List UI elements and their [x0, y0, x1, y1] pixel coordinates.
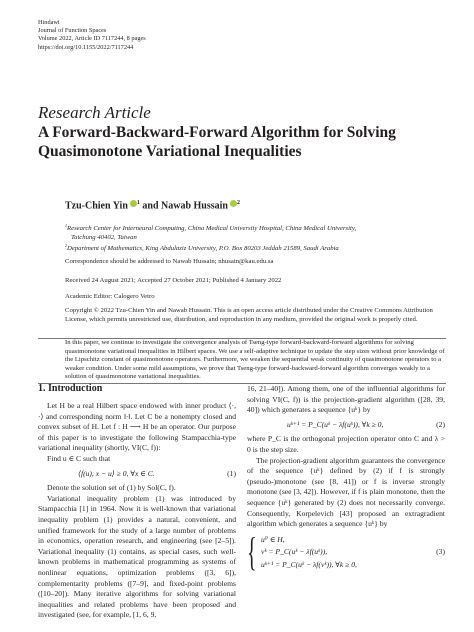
- journal-header: [38, 19, 146, 52]
- equation-3-line-3: uᵏ⁺¹ = P_C(uᵏ − λf(vᵏ)), ∀k ≥ 0,: [261, 559, 357, 569]
- left-column: [38, 384, 236, 621]
- equation-2-number: (2): [436, 419, 445, 429]
- author-1[interactable]: Tzu-Chien Yin: [65, 200, 128, 212]
- equation-3-brace: {: [247, 529, 257, 575]
- equation-3-line-1: u⁰ ∈ H,: [261, 534, 285, 544]
- right-column: [247, 384, 445, 575]
- journal-name: Journal of Function Spaces: [38, 27, 107, 35]
- intro-paragraph-3: Denote the solution set of (1) by Sol(C, f).: [47, 483, 176, 493]
- abstract: In this paper, we continue to investigate the convergence analysis of Tseng-type forward-backward-forward algorithms for solving quasimonotone variational inequalities in Hilbert spaces. We use a self-adaptive technique to update the step sizes without prior knowledge of the Lipschitz constant of quasimonotone operators. Furthermore, we weaken the sequential weak continuity of quasimonotone operators to a weaker condition. Under some mild assumptions, we prove that Tseng-type forward-backward-forward algorithm converges weakly to a solution of quasimonotone variational inequalities.: [65, 339, 445, 381]
- doi-link[interactable]: https://doi.org/10.1155/2022/7117244: [38, 43, 134, 51]
- right-paragraph-3: The projection-gradient algorithm guarantees the convergence of the sequence {uᵏ} defined by (2) if f is strongly (pseudo-)monotone (see [8, 41]) or f is inverse strongly monotone (see [3, 42]). However, if f is plain monotone, then the sequence {uᵏ} generated by (2) does not necessarily converge. Consequently, Korpelevich [43] proposed an extragradient algorithm which generates a sequence {uᵏ} by: [247, 455, 445, 529]
- equation-3-number: (3): [436, 547, 445, 557]
- orcid-icon[interactable]: [130, 200, 137, 207]
- right-paragraph-2: where P_C is the orthogonal projection operator onto C and λ > 0 is the step size.: [247, 434, 445, 454]
- title-line-2: Quasimonotone Variational Inequalities: [38, 143, 302, 160]
- author-2[interactable]: Nawab Hussain: [161, 200, 228, 212]
- intro-paragraph-1: Let H be a real Hilbert space endowed with inner product ⟨·, ·⟩ and corresponding norm ‖·‖. Let C be a nonempty closed and convex subset of H. Let f : H ⟶ H be an operator. Our purpose of this paper is to investigate the following Stampacchia-type variational inequality (shortly, VI(C, f)):: [38, 401, 236, 453]
- section-heading-introduction: 1. Introduction: [38, 383, 103, 394]
- publisher-name: Hindawi: [38, 19, 60, 26]
- equation-3-line-2: vᵏ = P_C(uᵏ − λf(uᵏ)),: [261, 547, 328, 557]
- equation-1-body: ⟨f(u), x − u⟩ ≥ 0, ∀x ∈ C.: [78, 468, 155, 478]
- orcid-icon[interactable]: [230, 200, 237, 207]
- affiliation-1: $^1$Research Center for Interneural Computing, China Medical University Hospital, China Medical University,: [65, 223, 357, 233]
- affiliation-1-cont: Taichung 40402, Taiwan: [71, 233, 137, 241]
- author-conjunction: and: [142, 200, 159, 212]
- equation-3: [247, 529, 445, 575]
- paper-title: [38, 123, 396, 161]
- publication-dates: Received 24 August 2021; Accepted 27 October 2021; Published 4 January 2022: [65, 277, 282, 284]
- equation-2: [247, 420, 445, 431]
- affiliation-2: $^2$Department of Mathematics, King Abdulaziz University, P.O. Box 80203 Jeddah 21589, Saudi Arabia: [65, 243, 339, 253]
- author-1-affiliation: 1: [136, 200, 140, 206]
- right-paragraph-1: 16, 21–40]). Among them, one of the influential algorithms for solving VI(C, f)) is the projection-gradient algorithm ([28, 39, 40]) which generates a sequence {uᵏ} by: [247, 384, 445, 415]
- title-line-1: A Forward-Backward-Forward Algorithm for Solving: [38, 124, 396, 141]
- article-type: Research Article: [38, 103, 151, 122]
- correspondence: Correspondence should be addressed to Nawab Hussain; nhusain@kau.edu.sa: [65, 258, 274, 265]
- equation-1: [38, 469, 236, 480]
- author-list: [65, 200, 240, 211]
- volume-info: Volume 2022, Article ID 7117244, 8 pages: [38, 35, 146, 43]
- equation-2-body: uᵏ⁺¹ = P_C(uᵏ − λf(uᵏ)), ∀k ≥ 0,: [287, 419, 384, 429]
- intro-paragraph-2: Find u ∈ C such that: [47, 453, 111, 463]
- affiliations: [65, 222, 445, 254]
- academic-editor: Academic Editor: Calogero Vetro: [65, 293, 155, 300]
- author-2-affiliation: 2: [236, 200, 240, 206]
- intro-paragraph-4: Variational inequality problem (1) was introduced by Stampacchia [1] in 1964. Now it is well-known that variational inequality problem (1) provides a natural, convenient, and unified framework for the study of a large number of problems in economics, operation research, and engineering (see [2–5]). Variational inequality (1) contains, as special cases, such well-known problems in mathematical programming as systems of nonlinear equations, optimization problems ([3, 6]), complementarity problems ([7–9], and fixed-point problems ([10–20]). Many iterative algorithms for solving variational inequalities and related problems have been proposed and investigated (see, for example, [1, 6, 9,: [38, 493, 236, 620]
- copyright-notice: Copyright © 2022 Tzu-Chien Yin and Nawab Hussain. This is an open access article distributed under the Creative Commons Attribution License, which permits unrestricted use, distribution, and reproduction in any medium, provided the original work is properly cited.: [65, 307, 433, 323]
- equation-1-number: (1): [227, 468, 236, 478]
